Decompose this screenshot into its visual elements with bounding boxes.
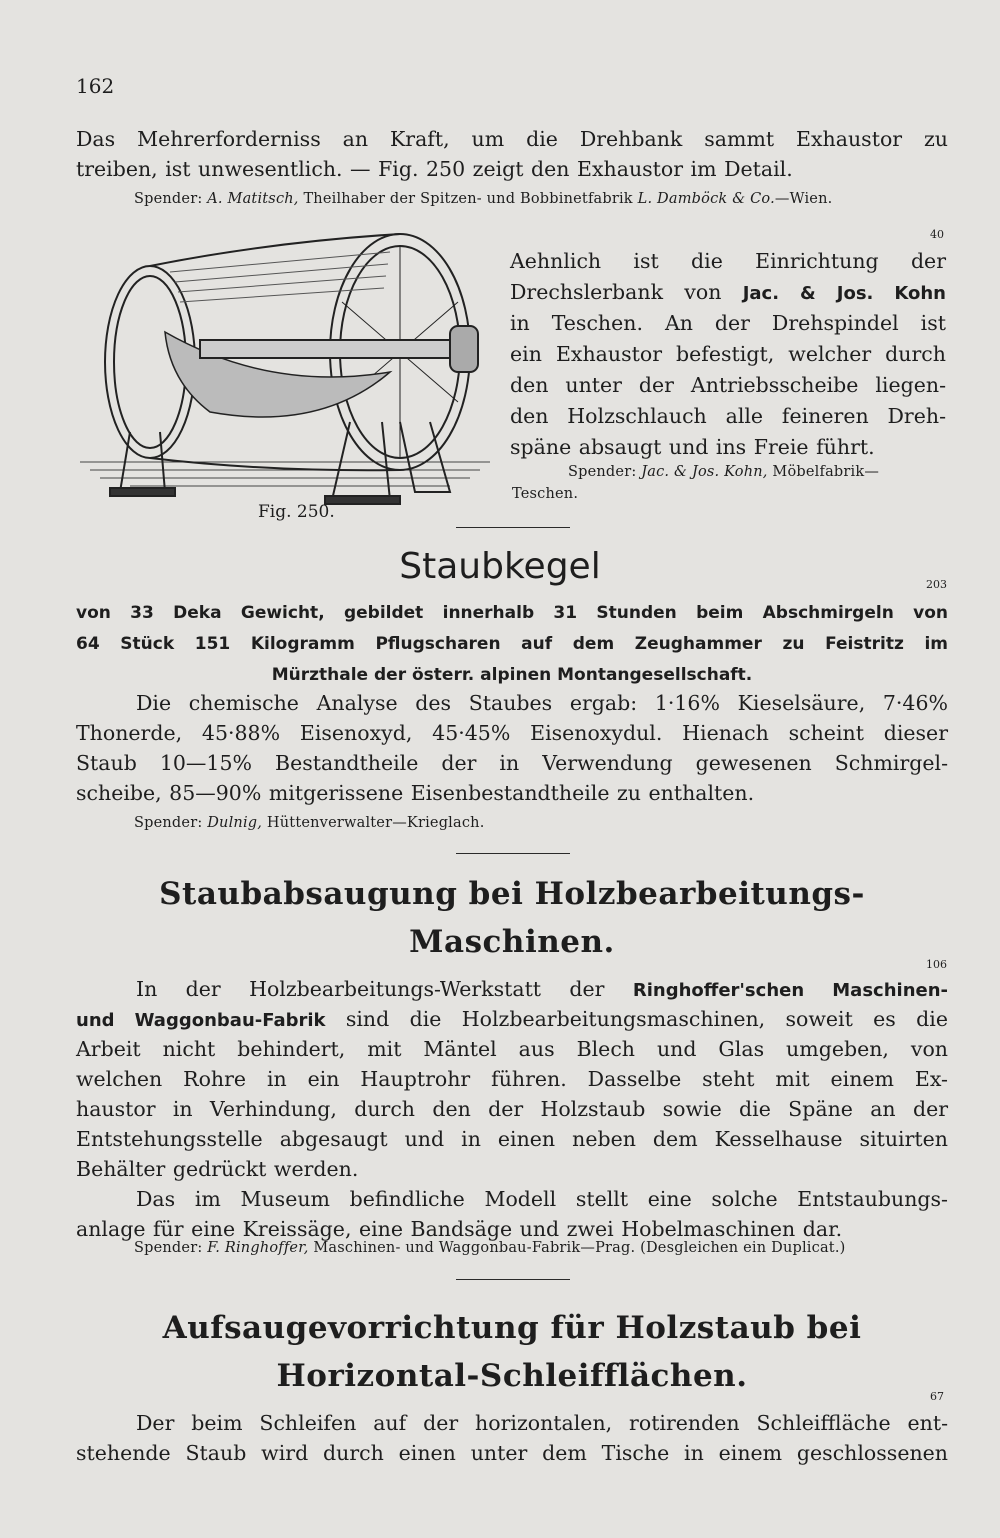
exhaustor-engraving-icon — [70, 222, 510, 522]
kohn-spender — [568, 464, 879, 480]
spender-label: Spender: — [568, 464, 637, 480]
section-divider — [456, 853, 570, 854]
kohn-line-1: Aehnlich ist die Einrichtung der — [510, 249, 946, 273]
kohn-line-2-text: Drechslerbank von — [510, 280, 722, 304]
margin-number: 67 — [930, 1390, 944, 1403]
section-title-line-2: Maschinen. — [409, 924, 615, 960]
holz-line-3: Arbeit nicht behindert, mit Mäntel aus Blech und Glas umgeben, von — [76, 1037, 948, 1061]
body-line-2: Thonerde, 45·88% Eisenoxyd, 45·45% Eisenoxydul. Hienach scheint dieser — [76, 721, 948, 745]
holz-line-9: anlage für eine Kreissäge, eine Bandsäge und zwei Hobelmaschinen dar. — [76, 1217, 843, 1241]
body-line-3: Staub 10—15% Bestandtheile der in Verwendung gewesenen Schmirgel- — [76, 751, 948, 775]
kohn-line-2 — [510, 277, 946, 310]
margin-number: 40 — [930, 228, 944, 241]
spender-text: Maschinen- und Waggonbau-Fabrik—Prag. (Desgleichen ein Duplicat.) — [313, 1240, 846, 1256]
holz-line-8: Das im Museum befindliche Modell stellt eine solche Entstaubungs- — [136, 1187, 948, 1211]
holz-line-1-text: In der Holzbearbeitungs-Werkstatt der — [136, 977, 605, 1001]
section-divider — [456, 1279, 570, 1280]
margin-number: 203 — [926, 578, 947, 591]
figure-caption: Fig. 250. — [258, 502, 335, 522]
section-divider — [456, 527, 570, 528]
kohn-firm-name: Jac. & Jos. Kohn — [742, 283, 947, 304]
page-number: 162 — [76, 74, 115, 98]
holz-line-1 — [136, 974, 948, 1007]
section-title: Staubkegel — [399, 546, 601, 587]
body-line-4: scheibe, 85—90% mitgerissene Eisenbestandtheile zu enthalten. — [76, 781, 755, 805]
spender-label: Spender: — [134, 1240, 203, 1256]
holz-line-5: haustor in Verhindung, durch den der Holzstaub sowie die Späne an der — [76, 1097, 948, 1121]
spender-name: Jac. & Jos. Kohn, — [641, 464, 768, 480]
subtitle-line-3: Mürzthale der österr. alpinen Montangesellschaft. — [271, 665, 753, 685]
section-title-line-1: Aufsaugevorrichtung für Holzstaub bei — [162, 1310, 862, 1346]
spender-text: Möbelfabrik— — [772, 464, 880, 480]
spender-label: Spender: — [134, 815, 203, 831]
holz-line-6: Entstehungsstelle abgesaugt und in einen neben dem Kesselhause situirten — [76, 1127, 948, 1151]
spender-city: —Wien. — [774, 191, 833, 207]
aufsauge-line-1: Der beim Schleifen auf der horizontalen, rotirenden Schleiffläche ent- — [136, 1411, 948, 1435]
spender-name: Dulnig, — [207, 815, 263, 831]
staubkegel-spender — [134, 815, 485, 831]
kohn-line-7: späne absaugt und ins Freie führt. — [510, 435, 875, 459]
holz-firm-name-2: und Waggonbau-Fabrik — [76, 1010, 326, 1031]
spender-name: A. Matitsch, — [207, 191, 299, 207]
body-line-1: Die chemische Analyse des Staubes ergab: 1·16% Kieselsäure, 7·46% — [136, 691, 948, 715]
intro-line-2: treiben, ist unwesentlich. — Fig. 250 zeigt den Exhaustor im Detail. — [76, 157, 793, 181]
spender-name: F. Ringhoffer, — [207, 1240, 309, 1256]
section-title-line-1: Staubabsaugung bei Holzbearbeitungs- — [159, 876, 865, 912]
section-title-line-2: Horizontal-Schleifflächen. — [276, 1358, 748, 1394]
spender-firm: L. Damböck & Co. — [637, 191, 775, 207]
holz-line-2 — [76, 1004, 948, 1037]
holz-line-4: welchen Rohre in ein Hauptrohr führen. Dasselbe steht mit einem Ex- — [76, 1067, 948, 1091]
intro-spender — [134, 191, 832, 207]
kohn-line-3: in Teschen. An der Drehspindel ist — [510, 311, 946, 335]
kohn-line-5: den unter der Antriebsscheibe liegen- — [510, 373, 946, 397]
kohn-spender-city: Teschen. — [512, 486, 579, 502]
kohn-line-6: den Holzschlauch alle feineren Dreh- — [510, 404, 946, 428]
spender-text: Theilhaber der Spitzen- und Bobbinetfabrik — [303, 191, 633, 207]
spender-text: Hüttenverwalter—Krieglach. — [266, 815, 485, 831]
holz-firm-name: Ringhoffer'schen Maschinen- — [632, 980, 948, 1001]
kohn-line-4: ein Exhaustor befestigt, welcher durch — [510, 342, 946, 366]
holz-line-7: Behälter gedrückt werden. — [76, 1157, 359, 1181]
margin-number: 106 — [926, 958, 947, 971]
holz-line-2-text: sind die Holzbearbeitungsmaschinen, soweit es die — [345, 1007, 948, 1031]
spender-label: Spender: — [134, 191, 203, 207]
subtitle-line-2: 64 Stück 151 Kilogramm Pflugscharen auf dem Zeughammer zu Feistritz im — [76, 634, 948, 654]
aufsauge-line-2: stehende Staub wird durch einen unter dem Tische in einem geschlossenen — [76, 1441, 948, 1465]
holz-spender — [134, 1240, 846, 1256]
subtitle-line-1: von 33 Deka Gewicht, gebildet innerhalb 31 Stunden beim Abschmirgeln von — [76, 603, 948, 623]
intro-line-1: Das Mehrerforderniss an Kraft, um die Drehbank sammt Exhaustor zu — [76, 127, 948, 151]
